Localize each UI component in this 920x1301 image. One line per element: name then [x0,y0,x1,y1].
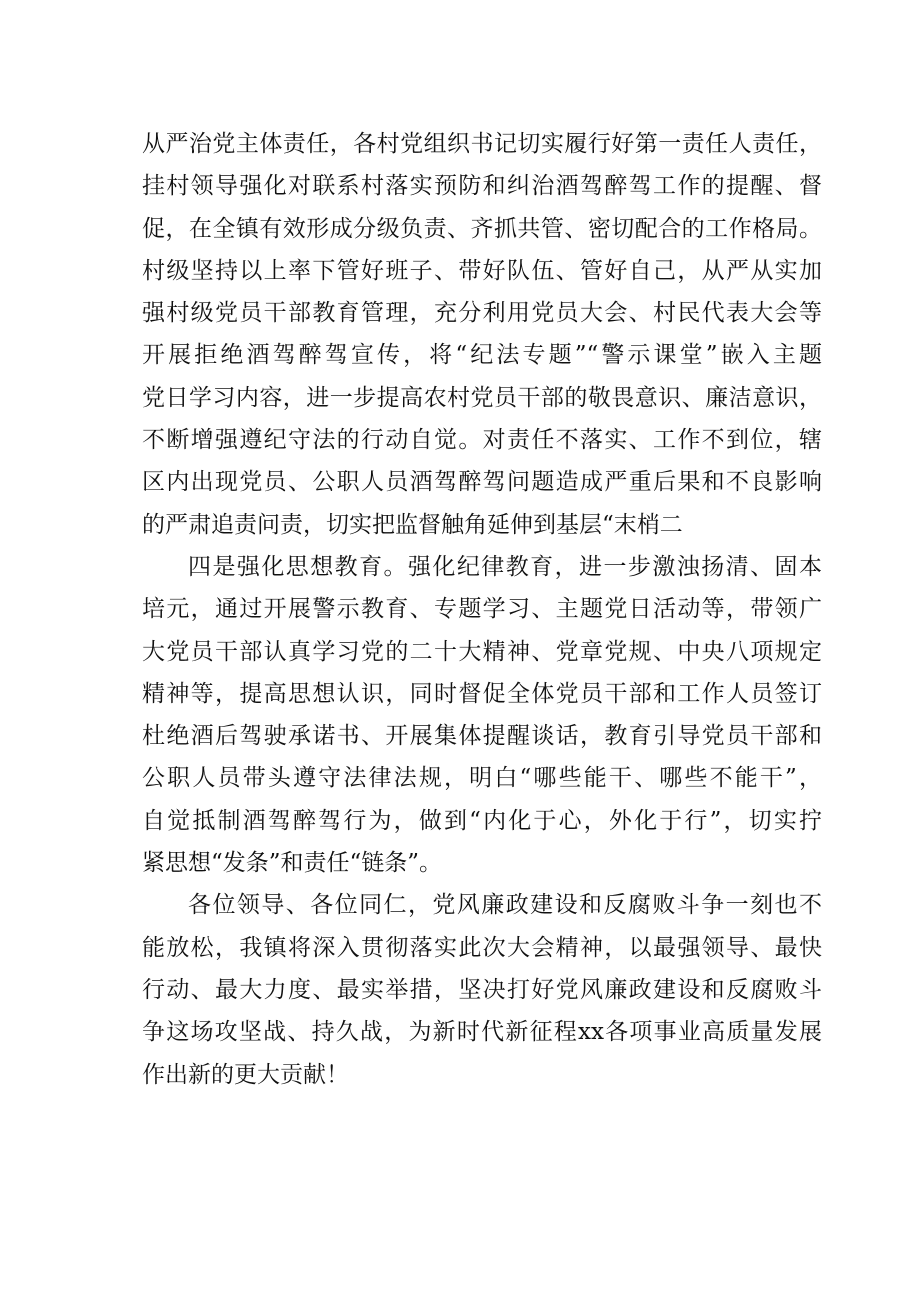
text-line: 区内出现党员、公职人员酒驾醉驾问题造成严重后果和不良影响 [142,469,822,496]
text-line: 党日学习内容，进一步提高农村党员干部的敬畏意识、廉洁意识， [142,384,822,411]
text-line: 大党员干部认真学习党的二十大精神、党章党规、中央八项规定 [142,638,822,665]
document-body [142,123,822,1096]
text-line: 开展拒绝酒驾醉驾宣传，将“纪法专题”“警示课堂”嵌入主题 [142,342,822,369]
text-line: 村级坚持以上率下管好班子、带好队伍、管好自己，从严从实加 [142,257,822,284]
paragraph-start-line: 四是强化思想教育。强化纪律教育，进一步激浊扬清、固本 [188,553,822,580]
text-line: 行动、最大力度、最实举措，坚决打好党风廉政建设和反腐败斗 [142,976,822,1003]
text-line: 的严肃追责问责，切实把监督触角延伸到基层“末梢二 [142,511,683,538]
text-line: 能放松，我镇将深入贯彻落实此次大会精神，以最强领导、最快 [142,934,822,961]
text-line: 从严治党主体责任，各村党组织书记切实履行好第一责任人责任， [142,131,822,157]
text-line: 杜绝酒后驾驶承诺书、开展集体提醒谈话，教育引导党员干部和 [142,723,822,750]
paragraph-start-line: 各位领导、各位同仁，党风廉政建设和反腐败斗争一刻也不 [188,892,822,919]
text-line: 促，在全镇有效形成分级负责、齐抓共管、密切配合的工作格局。 [142,215,822,242]
text-line: 培元，通过开展警示教育、专题学习、主题党日活动等，带领广 [142,596,822,623]
text-line: 紧思想“发条”和责任“链条”。 [142,850,443,877]
text-line: 挂村领导强化对联系村落实预防和纠治酒驾醉驾工作的提醒、督 [142,173,822,200]
text-line: 作出新的更大贡献！ [142,1061,349,1088]
text-line: 争这场攻坚战、持久战，为新时代新征程xx各项事业高质量发展 [142,1019,822,1046]
text-line: 强村级党员干部教育管理，充分利用党员大会、村民代表大会等 [142,300,822,327]
text-line: 不断增强遵纪守法的行动自觉。对责任不落实、工作不到位，辖 [142,427,822,454]
text-line: 精神等，提高思想认识，同时督促全体党员干部和工作人员签订 [142,680,822,707]
text-line: 自觉抵制酒驾醉驾行为，做到“内化于心，外化于行”，切实拧 [142,807,822,834]
text-line: 公职人员带头遵守法律法规，明白“哪些能干、哪些不能干”， [142,765,822,792]
